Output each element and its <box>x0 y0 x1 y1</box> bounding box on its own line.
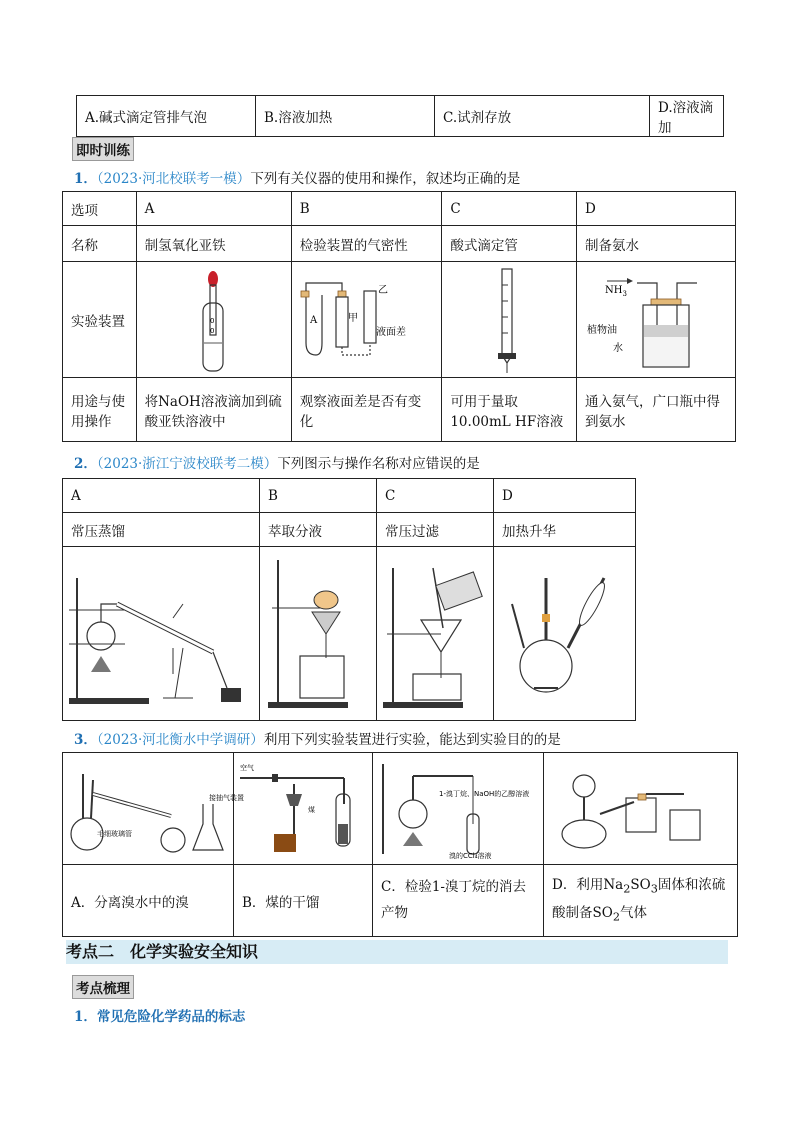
q1-device-b <box>291 262 442 378</box>
q2-line <box>74 452 480 472</box>
q2-fig-c <box>377 547 494 721</box>
q1-name-label: 名称 <box>63 226 137 262</box>
label-diff: 液面差 <box>375 326 406 338</box>
q1-use-d: 通入氨气，广口瓶中得到氨水 <box>577 378 736 442</box>
q1-number: 1． <box>74 171 97 187</box>
practice-tag: 即时训练 <box>72 137 134 161</box>
q3-opt-c: C．检验1-溴丁烷的消去产物 <box>373 865 544 937</box>
q3-text: 利用下列实验装置进行实验，能达到实验目的的是 <box>263 732 561 748</box>
q1-h3: C <box>442 192 577 226</box>
label-jia: 甲 <box>347 312 358 324</box>
q2-name-b: 萃取分液 <box>260 513 377 547</box>
q1-name-a: 制氢氧化亚铁 <box>136 226 291 262</box>
top-table <box>76 95 724 137</box>
sublimation-figure <box>494 548 634 720</box>
so2-prep-figure <box>544 754 708 864</box>
q2-text: 下列图示与操作名称对应错误的是 <box>277 456 480 472</box>
q1-device-label: 实验装置 <box>63 262 137 378</box>
q1-h0: 选项 <box>63 192 137 226</box>
distillation-figure <box>63 548 259 720</box>
svg-text:0: 0 <box>209 326 215 335</box>
q3-fig-d <box>544 753 738 865</box>
q1-use-b: 观察液面差是否有变化 <box>291 378 442 442</box>
q1-table <box>62 191 736 442</box>
elimination-test-figure <box>373 754 543 864</box>
q1-device-a <box>136 262 291 378</box>
q1-h2: B <box>291 192 442 226</box>
top-cell-b: B.溶液加热 <box>256 96 435 137</box>
q1-name-b: 检验装置的气密性 <box>291 226 442 262</box>
q2-h1: B <box>260 479 377 513</box>
q1-text: 下列有关仪器的使用和操作，叙述均正确的是 <box>250 171 521 187</box>
q3-line <box>74 728 561 748</box>
label-coal: 煤 <box>308 805 315 814</box>
burette-figure <box>442 263 574 377</box>
q1-line <box>74 167 520 187</box>
ammonia-bottle-figure <box>577 263 735 377</box>
top-cell-a: A.碱式滴定管排气泡 <box>77 96 256 137</box>
q2-number: 2． <box>74 456 97 472</box>
q2-name-a: 常压蒸馏 <box>63 513 260 547</box>
separatory-funnel-figure <box>260 548 376 720</box>
q1-name-d: 制备氨水 <box>577 226 736 262</box>
q3-fig-b <box>234 753 373 865</box>
section-item-1: 1．常见危险化学药品的标志 <box>74 1009 246 1025</box>
vacuum-distillation-figure <box>63 754 244 864</box>
dropper-testtube-figure <box>137 263 287 377</box>
q2-table <box>62 478 636 721</box>
q2-fig-a <box>63 547 260 721</box>
q3-fig-a <box>63 753 244 865</box>
q3-number: 3． <box>74 732 97 748</box>
top-cell-d: D.溶液滴加 <box>650 96 724 137</box>
label-reactant: 1-溴丁烷、NaOH的乙醇溶液 <box>439 789 530 798</box>
q2-h2: C <box>377 479 494 513</box>
q3-source: （2023·河北衡水中学调研） <box>96 732 264 748</box>
q2-source: （2023·浙江宁波校联考二模） <box>96 456 278 472</box>
q3-opt-a: A．分离溴水中的溴 <box>63 865 234 937</box>
section-title: 考点二 化学实验安全知识 <box>66 940 728 964</box>
q1-use-a: 将NaOH溶液滴加到硫酸亚铁溶液中 <box>136 378 291 442</box>
label-nh3: $NH_3$ <box>605 284 627 298</box>
svg-text:0: 0 <box>209 316 215 325</box>
coal-distillation-figure <box>234 754 372 864</box>
label-a: A <box>309 314 317 326</box>
airtight-check-figure <box>292 263 440 377</box>
section-tag: 考点梳理 <box>72 975 134 999</box>
q1-h1: A <box>136 192 291 226</box>
q3-fig-c <box>373 753 544 865</box>
q1-device-c <box>442 262 577 378</box>
q2-h0: A <box>63 479 260 513</box>
q2-fig-d <box>494 547 636 721</box>
q2-name-d: 加热升华 <box>494 513 636 547</box>
q1-h4: D <box>577 192 736 226</box>
label-yi: 乙 <box>377 284 388 296</box>
q2-fig-b <box>260 547 377 721</box>
label-bromine-ccl4: 溴的CCl₄溶液 <box>449 851 492 860</box>
q1-use-label: 用途与使用操作 <box>63 378 137 442</box>
q3-opt-b: B．煤的干馏 <box>234 865 373 937</box>
label-air: 空气 <box>240 763 254 772</box>
q3-table <box>62 752 738 937</box>
q2-name-c: 常压过滤 <box>377 513 494 547</box>
q1-use-c: 可用于量取10.00mL HF溶液 <box>442 378 577 442</box>
q1-name-c: 酸式滴定管 <box>442 226 577 262</box>
q2-h3: D <box>494 479 636 513</box>
filtration-figure <box>377 548 493 720</box>
top-cell-c: C.试剂存放 <box>435 96 650 137</box>
q1-device-d <box>577 262 736 378</box>
label-capillary: 毛细玻璃管 <box>97 829 132 838</box>
label-oil: 植物油 <box>587 324 617 336</box>
label-vacuum: 接抽气装置 <box>209 793 244 802</box>
label-water: 水 <box>613 342 623 354</box>
q3-opt-d: D．利用$Na_2SO_3$固体和浓硫酸制备$SO_2$气体 <box>544 865 738 937</box>
q1-source: （2023·河北校联考一模） <box>96 171 251 187</box>
